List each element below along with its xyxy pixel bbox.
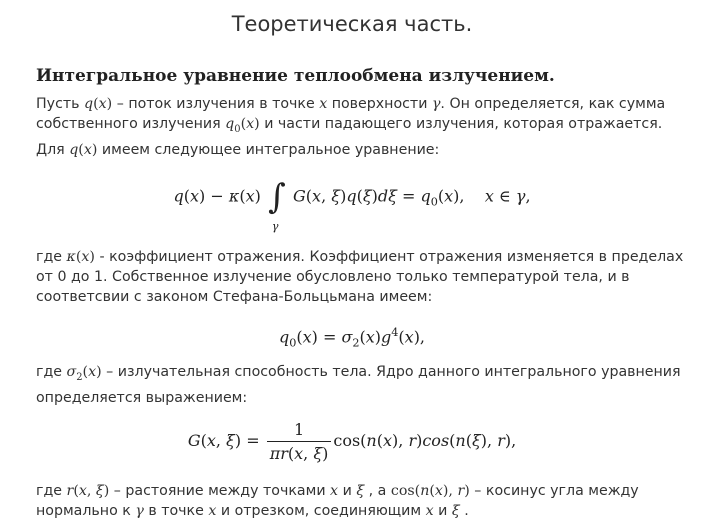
page-title: Теоретическая часть. [231, 12, 473, 36]
math-sigma2-x: $\sigma_2(x)$ [66, 364, 102, 383]
math-kappa-x: κ(x) [66, 249, 95, 265]
math-cos-n-r: cos(n(x), r) [390, 483, 470, 499]
math-gamma: γ [431, 96, 441, 112]
section-heading: Интегральное уравнение теплообмена излучением. [36, 66, 555, 86]
paragraph-1: Пусть q(x) – поток излучения в точке x поверхности γ. Он определяется, как сумма собственного излучения $q_0(x)$ и части падающего излучения, которая отражается. Для q(x) имеем следующее интегральное уравнение: [36, 96, 666, 158]
paragraph-2: где κ(x) - коэффициент отражения. Коэффициент отражения изменяется в пределах от 0 до 1. Собственное излучение обусловлено только температурой тела, и в соответсвии с законом Стефана-Больцьмана имеем: [36, 249, 684, 305]
math-x: x [319, 96, 328, 112]
equation-stefan: $q_0(x) = \sigma_2(x)g^4(x)$, [278, 326, 426, 350]
equation-integral: q(x) − κ(x) ∫ γ G(x, $\xi)q(\xi)d\xi = q_0(x)$, x ∈ γ, [173, 177, 531, 233]
math-q-x-2: q(x) [69, 141, 98, 158]
math-q0-x: $q_0(x)$ [225, 116, 260, 135]
equation-kernel: G(x, ξ) = $\frac{1}{\pi r(x, \xi)}$ cos(n(x), r)cos(n(ξ), r), [187, 420, 517, 463]
math-r-x-xi: r(x, ξ) [66, 483, 110, 499]
paragraph-4: где r(x, ξ) – растояние между точками x и ξ , а cos(n(x), r) – косинус угла между нормально к γ в точке x и отрезком, соединяющим x и ξ . [36, 483, 639, 519]
paragraph-3: где $\sigma_2(x)$ – излучательная способность тела. Ядро данного интегрального уравнения определяется выражением: [36, 364, 681, 406]
math-q-x: q(x) [84, 96, 113, 112]
